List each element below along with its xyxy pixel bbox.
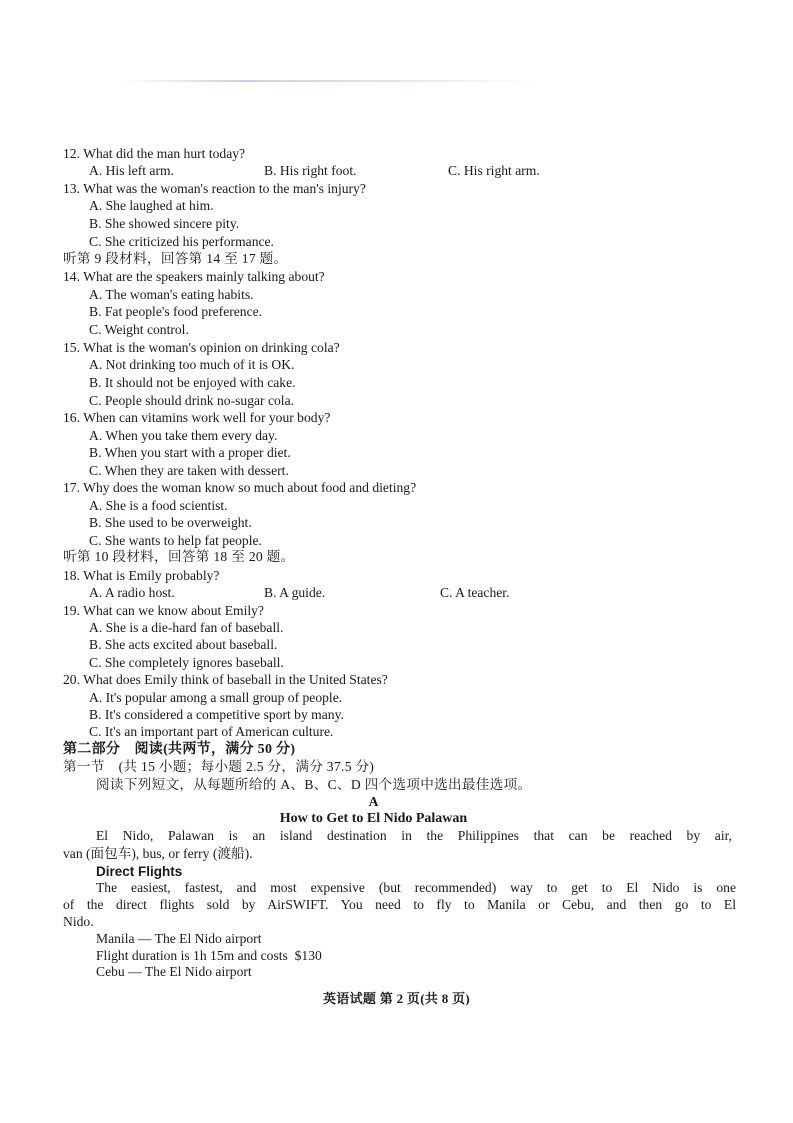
question-18: 18. What is Emily probably?	[63, 568, 220, 583]
section-1-heading: 第一节 (共 15 小题；每小题 2.5 分，满分 37.5 分)	[63, 759, 375, 774]
intro-line-2: van (面包车), bus, or ferry (渡船).	[63, 846, 253, 861]
direct-flights-line-3: Nido.	[63, 914, 94, 929]
question-17: 17. Why does the woman know so much about food and dieting?	[63, 480, 417, 495]
option-b: B. When you start with a proper diet.	[89, 445, 291, 460]
reading-instruction: 阅读下列短文，从每题所给的 A、B、C、D 四个选项中选出最佳选项。	[96, 777, 532, 792]
direct-flights-line-1: The easiest, fastest, and most expensive (but recommended) way to get to El Nido is one	[96, 880, 736, 895]
option-b: B. She used to be overweight.	[89, 515, 252, 530]
option-b: B. It's considered a competitive sport by many.	[89, 707, 344, 722]
option-c: C. His right arm.	[448, 163, 540, 178]
route-manila-detail: Flight duration is 1h 15m and costs $130	[96, 948, 322, 963]
option-b: B. She acts excited about baseball.	[89, 637, 278, 652]
option-c: C. A teacher.	[440, 585, 510, 600]
option-c: C. She criticized his performance.	[89, 234, 274, 249]
listening-instruction-10: 听第 10 段材料，回答第 18 至 20 题。	[63, 549, 295, 564]
page-footer: 英语试题 第 2 页(共 8 页)	[322, 991, 470, 1006]
question-13: 13. What was the woman's reaction to the man's injury?	[63, 181, 366, 196]
option-b: B. His right foot.	[264, 163, 357, 178]
route-cebu: Cebu — The El Nido airport	[96, 964, 252, 979]
option-a: A. His left arm.	[89, 163, 174, 178]
question-19: 19. What can we know about Emily?	[63, 603, 264, 618]
scan-artifact-line	[118, 80, 538, 82]
option-a: A. A radio host.	[89, 585, 175, 600]
option-a: A. It's popular among a small group of people.	[89, 690, 343, 705]
option-a: A. The woman's eating habits.	[89, 287, 254, 302]
intro-line-1: El Nido, Palawan is an island destination in the Philippines that can be reached by air,	[96, 828, 732, 843]
question-20: 20. What does Emily think of baseball in the United States?	[63, 672, 388, 687]
option-a: A. She is a food scientist.	[89, 498, 228, 513]
part-2-heading: 第二部分 阅读(共两节，满分 50 分)	[63, 742, 296, 757]
option-b: B. A guide.	[264, 585, 326, 600]
option-a: A. Not drinking too much of it is OK.	[89, 357, 295, 372]
option-b: B. She showed sincere pity.	[89, 216, 240, 231]
option-a: A. She laughed at him.	[89, 198, 214, 213]
option-c: C. She completely ignores baseball.	[89, 655, 284, 670]
direct-flights-line-2: of the direct flights sold by AirSWIFT. You need to fly to Manila or Cebu, and then go to El	[63, 897, 736, 912]
listening-instruction-9: 听第 9 段材料，回答第 14 至 17 题。	[63, 251, 288, 266]
option-c: C. It's an important part of American culture.	[89, 724, 334, 739]
option-c: C. She wants to help fat people.	[89, 533, 262, 548]
option-c: C. Weight control.	[89, 322, 189, 337]
passage-letter: A	[368, 794, 379, 809]
question-16: 16. When can vitamins work well for your body?	[63, 410, 331, 425]
option-b: B. Fat people's food preference.	[89, 304, 263, 319]
option-c: C. People should drink no-sugar cola.	[89, 393, 295, 408]
question-14: 14. What are the speakers mainly talking about?	[63, 269, 325, 284]
route-manila: Manila — The El Nido airport	[96, 931, 262, 946]
direct-flights-heading: Direct Flights	[96, 864, 183, 879]
question-12: 12. What did the man hurt today?	[63, 146, 246, 161]
question-15: 15. What is the woman's opinion on drinking cola?	[63, 340, 340, 355]
option-b: B. It should not be enjoyed with cake.	[89, 375, 296, 390]
option-a: A. She is a die-hard fan of baseball.	[89, 620, 284, 635]
passage-title: How to Get to El Nido Palawan	[279, 811, 468, 826]
option-c: C. When they are taken with dessert.	[89, 463, 289, 478]
option-a: A. When you take them every day.	[89, 428, 278, 443]
